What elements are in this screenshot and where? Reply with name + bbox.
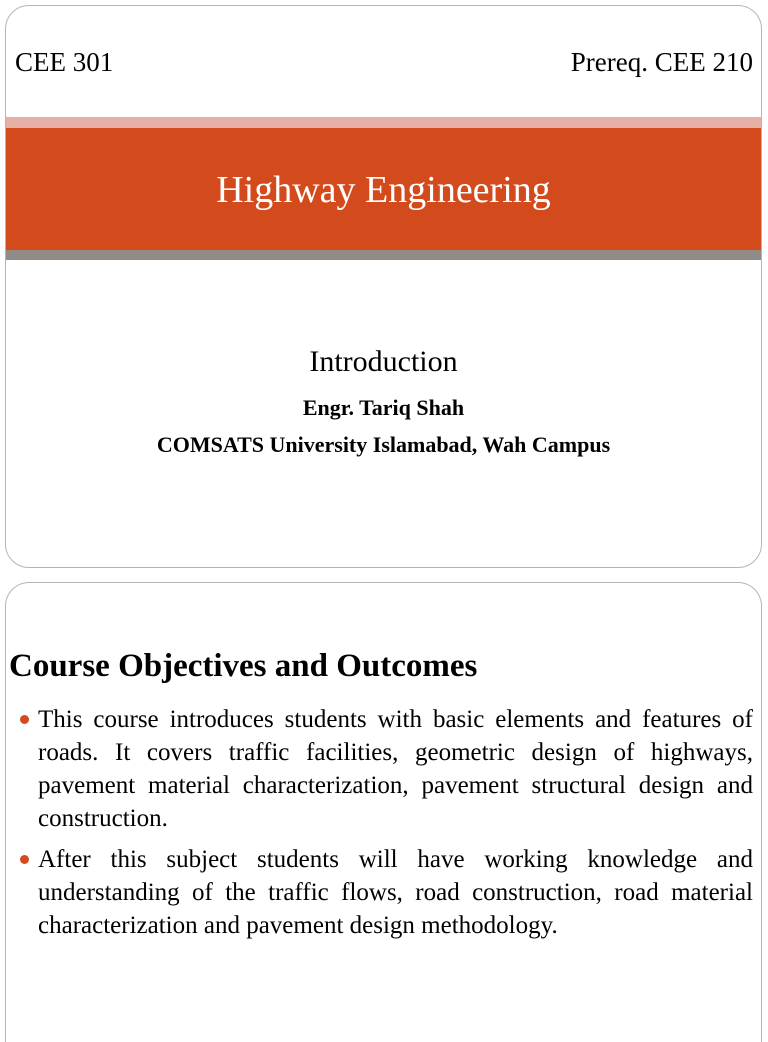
list-item <box>14 843 753 942</box>
author-name: Engr. Tariq Shah <box>302 395 465 420</box>
objectives-slide <box>5 582 762 1042</box>
grey-band <box>6 250 761 260</box>
title-slide <box>5 5 762 568</box>
slide-subtitle: Introduction <box>309 345 458 378</box>
bullet-text: This course introduces students with basic elements and features of roads. It covers traffic facilities, geometric design of highways, pavement material characterization, pavement structural design and construction. <box>38 706 753 832</box>
slide-title: Highway Engineering <box>216 169 551 211</box>
affiliation: COMSATS University Islamabad, Wah Campus <box>156 432 611 457</box>
bullet-icon <box>20 715 29 724</box>
prerequisite: Prereq. CEE 210 <box>570 47 753 77</box>
course-code: CEE 301 <box>15 47 114 77</box>
bullet-text: After this subject students will have working knowledge and understanding of the traffic flows, road construction, road material characterization and pavement design methodology. <box>38 846 753 939</box>
pink-band <box>6 117 761 128</box>
objectives-list <box>14 703 753 950</box>
list-item <box>14 703 753 835</box>
objectives-title: Course Objectives and Outcomes <box>9 648 478 684</box>
bullet-icon <box>20 855 29 864</box>
